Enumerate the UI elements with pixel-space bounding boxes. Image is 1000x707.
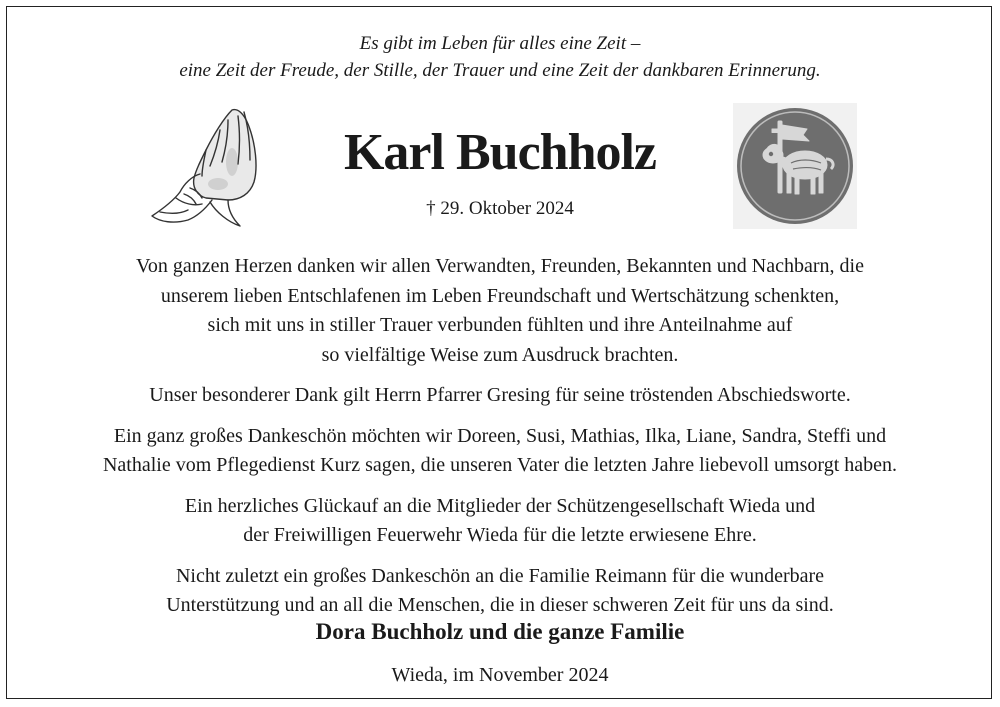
text-line: Ein herzliches Glückauf an die Mitglieder der Schützengesellschaft Wieda und bbox=[184, 494, 816, 517]
lamb-of-god-icon bbox=[733, 103, 857, 229]
paragraph-pastor bbox=[0, 381, 1000, 411]
text-line: Nathalie vom Pflegedienst Kurz sagen, die unseren Vater die letzten Jahre liebevoll umsorgt haben. bbox=[102, 454, 897, 476]
text-line: Ein ganz großes Dankeschön möchten wir Doreen, Susi, Mathias, Ilka, Liane, Sandra, Steffi und bbox=[113, 424, 887, 447]
thanks-text bbox=[0, 252, 1000, 632]
deceased-name: Karl Buchholz bbox=[343, 124, 657, 181]
signature: Dora Buchholz und die ganze Familie bbox=[315, 619, 685, 644]
death-date: † 29. Oktober 2024 bbox=[426, 198, 574, 219]
place-date: Wieda, im November 2024 bbox=[391, 664, 609, 686]
text-line: Nicht zuletzt ein großes Dankeschön an die Familie Reimann für die wunderbare bbox=[175, 564, 825, 587]
paragraph-care-service bbox=[0, 422, 1000, 481]
text-line: der Freiwilligen Feuerwehr Wieda für die letzte erwiesene Ehre. bbox=[243, 524, 757, 546]
motto-line-1: Es gibt im Leben für alles eine Zeit – bbox=[359, 33, 641, 54]
paragraph-relatives bbox=[0, 252, 1000, 370]
motto bbox=[0, 30, 1000, 84]
text-line: unserem lieben Entschlafenen im Leben Freundschaft und Wertschätzung schenkten, bbox=[160, 284, 840, 307]
motto-line-2: eine Zeit der Freude, der Stille, der Trauer und eine Zeit der dankbaren Erinnerung. bbox=[179, 60, 821, 81]
text-line: so vielfältige Weise zum Ausdruck brachten. bbox=[321, 343, 679, 366]
paragraph-family-reimann bbox=[0, 562, 1000, 621]
text-line: sich mit uns in stiller Trauer verbunden fühlten und ihre Anteilnahme auf bbox=[207, 314, 793, 336]
text-line: Von ganzen Herzen danken wir allen Verwandten, Freunden, Bekannten und Nachbarn, die bbox=[136, 255, 864, 277]
text-line: Unterstützung und an all die Menschen, die in dieser schweren Zeit für uns da sind. bbox=[166, 594, 834, 616]
text-line: Unser besonderer Dank gilt Herrn Pfarrer Gresing für seine tröstenden Abschiedsworte. bbox=[149, 384, 851, 406]
paragraph-clubs bbox=[0, 492, 1000, 551]
